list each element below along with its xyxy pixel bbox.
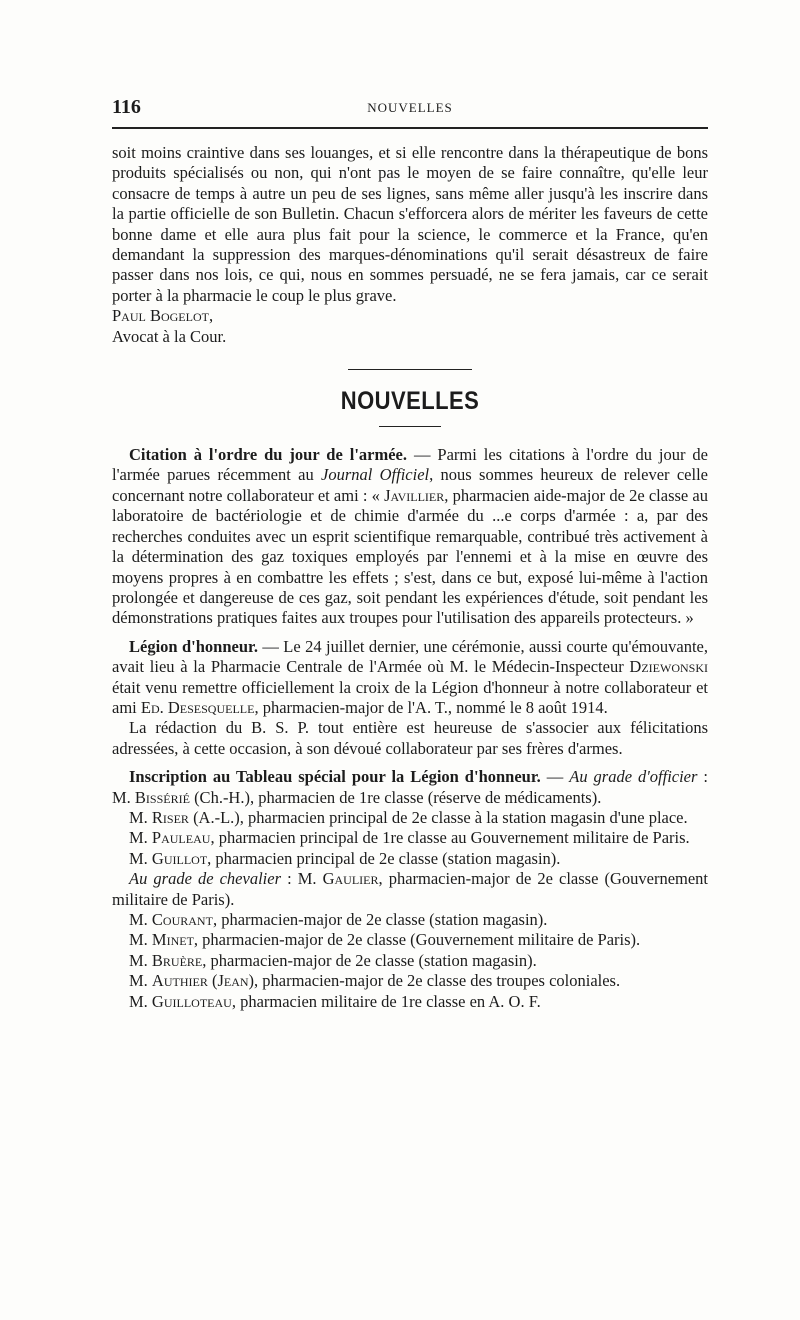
list-item xyxy=(112,971,708,991)
list-item xyxy=(112,992,708,1012)
list-item-prefix: M. xyxy=(129,971,152,991)
list-item-prefix: M. xyxy=(129,930,152,950)
list-item-name: Bruère xyxy=(151,950,203,970)
citation-text-1: — Parmi les citations à l'ordre du jour de l'armée parues récemment au xyxy=(112,445,708,485)
legion-name-2: Ed. Desesquelle xyxy=(140,697,255,717)
list-item xyxy=(112,910,708,930)
list-item-name: Guilloteau xyxy=(151,991,232,1011)
page-number: 116 xyxy=(112,96,141,118)
list-item-name: Riser xyxy=(151,807,189,827)
inscription-text-2: : M. xyxy=(112,767,708,807)
list-item-text: , pharmacien-major de 2e classe (Gouvernement militaire de Paris). xyxy=(193,930,641,950)
legion-heading: Légion d'honneur. xyxy=(129,636,258,656)
list-item xyxy=(112,869,708,910)
section-divider xyxy=(348,369,472,370)
list-item-prefix: M. xyxy=(129,991,152,1011)
journal-title: Journal Officiel xyxy=(321,465,430,485)
legion-text-2: était venu remettre officiellement la croix de la Légion d'honneur à notre collaborateur et ami xyxy=(112,677,708,717)
list-item xyxy=(112,808,708,828)
list-item-text: (A.-L.), pharmacien principal de 2e classe à la station magasin d'une place. xyxy=(188,807,688,827)
citation-name: Javillier xyxy=(384,485,445,505)
list-item-text: , pharmacien-major de 2e classe (station magasin). xyxy=(212,910,548,929)
list-item xyxy=(112,951,708,971)
list-item-prefix: M. xyxy=(129,848,152,868)
list-item-name: Authier (Jean) xyxy=(151,971,255,991)
citation-heading: Citation à l'ordre du jour de l'armée. xyxy=(129,445,407,465)
list-item xyxy=(112,828,708,848)
list-item-text: , pharmacien-major de 2e classe des troupes coloniales. xyxy=(254,971,621,991)
citation-paragraph xyxy=(112,445,708,629)
list-item xyxy=(112,849,708,869)
inscription-name: Bissérié xyxy=(134,787,190,807)
citation-text-2: , nous sommes heureux de relever celle concernant notre collaborateur et ami : « xyxy=(112,465,708,505)
legion-name-1: Dziewonski xyxy=(629,657,708,677)
list-item-name: Minet xyxy=(151,930,194,950)
grade-chevalier: Au grade de chevalier xyxy=(129,869,281,889)
citation-text-3: , pharmacien aide-major de 2e classe au laboratoire de bactériologie et de chimie d'armée du ...e corps d'armée : a, par des recherches conduites avec un esprit scientifique remarquable, contribué très activement à la détermination des gaz toxiques employés par l'ennemi et à la mise en œuvre des moyens propres à en combattre les effets ; s'est, dans ce but, exposé lui-même à l'action prolongée et dangereuse de ces gaz, soit pendant les expériences d'étude, soit pendant les démonstrations pratiques faites aux troupes pour l'utilisation des appareils protecteurs. » xyxy=(112,485,709,628)
inscription-heading: Inscription au Tableau spécial pour la Légion d'honneur. xyxy=(129,767,541,787)
header-rule xyxy=(112,127,708,129)
list-item-prefix: : M. xyxy=(281,869,323,889)
grade-officier: Au grade d'officier xyxy=(569,767,698,787)
legion-text-3: , pharmacien-major de l'A. T., nommé le 8 août 1914. xyxy=(254,697,608,717)
title-underline xyxy=(379,426,441,427)
section-title: NOUVELLES xyxy=(340,387,480,416)
list-item-text: , pharmacien-major de 2e classe (station magasin). xyxy=(202,950,537,970)
list-item-prefix: M. xyxy=(129,828,152,848)
list-item xyxy=(112,930,708,950)
list-item-prefix: M. xyxy=(129,950,152,970)
list-item-prefix: M. xyxy=(129,807,152,827)
list-item-name: Pauleau xyxy=(151,828,211,848)
list-item-text: , pharmacien-major de 2e classe (Gouvernement militaire de Paris). xyxy=(112,869,709,909)
inscription-text-1: — xyxy=(540,767,570,787)
signature-title: Avocat à la Cour. xyxy=(112,326,227,346)
page-body xyxy=(112,143,708,1012)
signature-name: Paul Bogelot, xyxy=(112,306,214,326)
page-header xyxy=(112,96,708,120)
inscription-paragraph xyxy=(112,767,708,808)
running-title: NOUVELLES xyxy=(367,100,453,115)
list-item-text: , pharmacien principal de 2e classe (station magasin). xyxy=(207,848,561,868)
legion-paragraph xyxy=(112,637,708,719)
list-item-text: , pharmacien militaire de 1re classe en A. O. F. xyxy=(231,991,541,1011)
list-item-name: Gaulier xyxy=(322,869,379,889)
intro-paragraph: soit moins craintive dans ses louanges, et si elle rencontre dans la thérapeutique de bons produits spécialisés ou non, qui n'ont pas le moyen de se faire connaître, qu'elle leur consacre de temps à autre un peu de ses lignes, sans même aller jusqu'à les inscrire dans la partie officielle de son Bulletin. Chacun s'efforcera alors de mériter les faveurs de cette bonne dame et elle aura plus fait pour la science, le commerce et la France, qu'en demandant la suppression des marques-dénominations qu'il serait désastreux de faire passer dans nos lois, ce qui, nous en sommes persuadé, ne se fera jamais, car ce serait porter à la pharmacie le coup le plus grave. xyxy=(112,143,708,305)
inscription-text-3: (Ch.-H.), pharmacien de 1re classe (réserve de médicaments). xyxy=(189,787,602,807)
list-item-text: , pharmacien principal de 1re classe au Gouvernement militaire de Paris. xyxy=(210,828,690,848)
legion-text-1: — Le 24 juillet dernier, une cérémonie, aussi courte qu'émouvante, avait lieu à la Pharmacie Centrale de l'Armée où M. le Médecin-Inspecteur xyxy=(112,636,708,677)
legion-paragraph-2: La rédaction du B. S. P. tout entière est heureuse de s'associer aux félicitations adressées, à cette occasion, à son dévoué collaborateur par ses frères d'armes. xyxy=(112,718,708,758)
list-item-name: Guillot xyxy=(151,848,208,868)
list-item-name: Courant xyxy=(151,910,213,929)
list-item-prefix: M. xyxy=(129,910,152,929)
